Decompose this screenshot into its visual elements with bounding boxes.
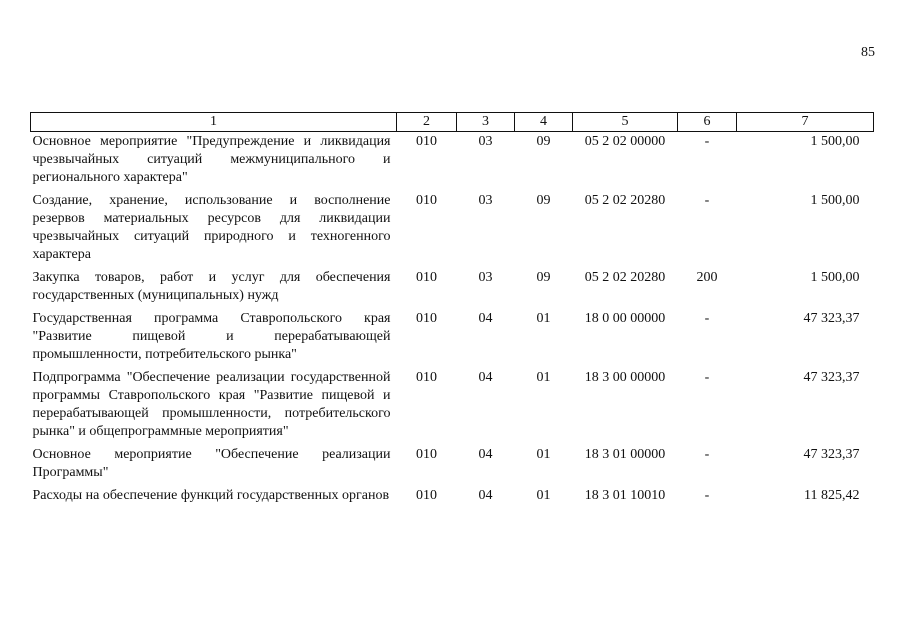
table-row [31,446,874,487]
expense-type: - [704,370,710,385]
amount: 47 323,37 [803,370,860,385]
table-row [31,369,874,446]
item-name: Основное мероприятие "Предупреждение и ликвидация чрезвычайных ситуаций межмуниципального и регионального характера" [32,134,391,185]
subsection-code: 09 [536,134,551,149]
subsection-code: 01 [536,370,551,385]
item-name: Закупка товаров, работ и услуг для обеспечения государственных (муниципальных) нужд [32,270,391,303]
subsection-code: 09 [536,270,551,285]
target-article: 05 2 02 00000 [584,134,666,149]
table-row [31,192,874,269]
amount: 1 500,00 [810,193,860,208]
admin-code: 010 [416,311,437,326]
section-code: 04 [478,488,493,503]
col-header-2: 2 [397,113,457,132]
table-row [31,132,874,193]
target-article: 18 3 00 00000 [584,370,666,385]
item-name: Создание, хранение, использование и восполнение резервов материальных ресурсов для ликвидации чрезвычайных ситуаций природного и техногенного характера [32,193,391,262]
section-code: 04 [478,370,493,385]
col-header-6: 6 [678,113,737,132]
admin-code: 010 [416,370,437,385]
admin-code: 010 [416,488,437,503]
amount: 11 825,42 [804,488,860,503]
expense-type: - [704,311,710,326]
target-article: 18 3 01 10010 [584,488,666,503]
subsection-code: 01 [536,311,551,326]
target-article: 05 2 02 20280 [584,193,666,208]
expense-type: 200 [696,270,718,285]
section-code: 04 [478,447,493,462]
item-name: Расходы на обеспечение функций государственных органов [32,488,390,503]
section-code: 03 [478,134,493,149]
admin-code: 010 [416,134,437,149]
target-article: 18 3 01 00000 [584,447,666,462]
section-code: 04 [478,311,493,326]
section-code: 03 [478,193,493,208]
admin-code: 010 [416,447,437,462]
budget-table [30,112,874,510]
table-row [31,487,874,510]
admin-code: 010 [416,193,437,208]
item-name: Основное мероприятие "Обеспечение реализации Программы" [32,447,391,480]
expense-type: - [704,193,710,208]
subsection-code: 01 [536,488,551,503]
page-number: 85 [861,45,875,60]
target-article: 05 2 02 20280 [584,270,666,285]
expense-type: - [704,447,710,462]
col-header-3: 3 [457,113,515,132]
expense-type: - [704,134,710,149]
expense-type: - [704,488,710,503]
section-code: 03 [478,270,493,285]
col-header-5: 5 [573,113,678,132]
item-name: Подпрограмма "Обеспечение реализации государственной программы Ставропольского края "Развитие пищевой и перерабатывающей промышленности, потребительского рынка" и общепрограммные мероприятия" [32,370,391,439]
table-row [31,310,874,369]
amount: 47 323,37 [803,447,860,462]
target-article: 18 0 00 00000 [584,311,666,326]
col-header-4: 4 [515,113,573,132]
subsection-code: 01 [536,447,551,462]
col-header-7: 7 [737,113,874,132]
subsection-code: 09 [536,193,551,208]
item-name: Государственная программа Ставропольского края "Развитие пищевой и перерабатывающей промышленности, потребительского рынка" [32,311,391,362]
table-row [31,269,874,310]
amount: 1 500,00 [810,134,860,149]
amount: 47 323,37 [803,311,860,326]
admin-code: 010 [416,270,437,285]
amount: 1 500,00 [810,270,860,285]
header-row [31,113,874,132]
col-header-1: 1 [31,113,397,132]
